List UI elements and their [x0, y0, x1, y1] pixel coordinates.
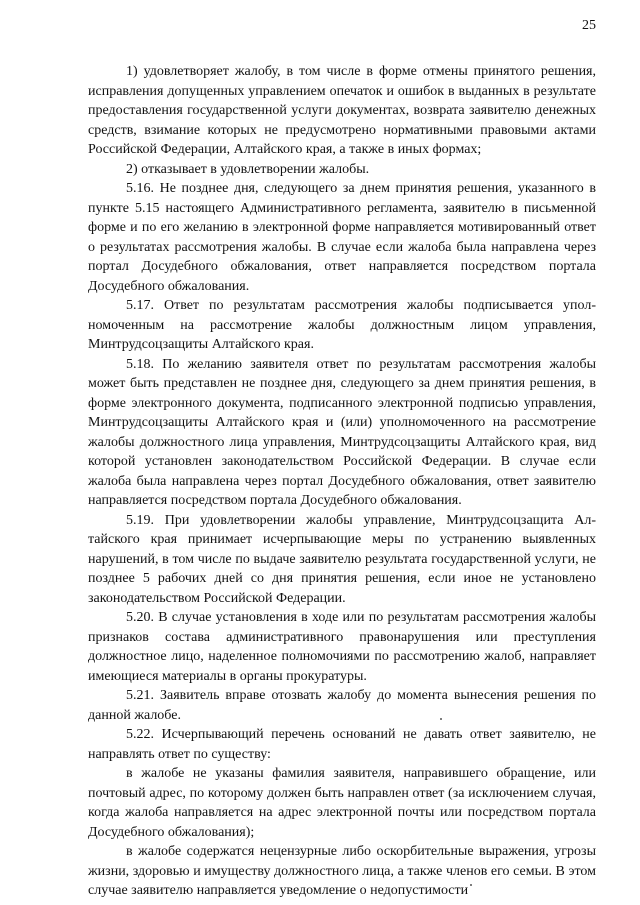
- paragraph-5-16: 5.16. Не позднее дня, следующего за днем принятия решения, указанного в пункте 5.15 настоящего Административного регламента, заявителю в письменной форме и по его желанию в электронной форме направляется мотивированный ответ о результатах рассмотрения жалобы. В случае если жалоба была направлена через портал Досудебного обжалования, ответ направляется посредством портала Досудебного обжалования.: [88, 181, 596, 294]
- paragraph-5-20: 5.20. В случае установления в ходе или по результатам рассмотрения жалобы признаков состава административного правонарушения или преступления должностное лицо, наделенное полномочиями по рассмотрению жалоб, направляет имеющиеся материалы в органы прокуратуры.: [88, 610, 596, 684]
- paragraph-2-refuses-complaint: 2) отказывает в удовлетворении жалобы.: [126, 161, 370, 177]
- paragraph-5-19: 5.19. При удовлетворении жалобы управление, Минтрудсоцзащита Алтайского края принимает исчерпывающие меры по устранению выявленных нарушений, в том числе по выдаче заявителю результата государственной услуги, не позднее 5 рабочих дней со дня принятия решения, если иное не установлено законодательством Российской Федерации.: [88, 512, 596, 606]
- paragraph-5-17: 5.17. Ответ по результатам рассмотрения жалобы подписывается уполномоченным на рассмотрение жалобы должностным лицом управления, Минтрудсоцзащиты Алтайского края.: [88, 298, 596, 352]
- paragraph-5-22-item-obscene: в жалобе содержатся нецензурные либо оскорбительные выражения, угрозы жизни, здоровью и имуществу должностного лица, а также членов его семьи. В этом случае заявителю направляется уведомление о недопустимости: [88, 844, 596, 898]
- scan-speck: [440, 718, 442, 720]
- paragraph-5-22: 5.22. Исчерпывающий перечень оснований не давать ответ заявителю, не направлять ответ по существу:: [88, 727, 596, 762]
- document-body: [88, 62, 596, 901]
- paragraph-5-21: 5.21. Заявитель вправе отозвать жалобу до момента вынесения решения по данной жалобе.: [88, 688, 596, 723]
- paragraph-5-18: 5.18. По желанию заявителя ответ по результатам рассмотрения жалобы может быть представлен не позднее дня, следующего за днем принятия решения, в форме электронного документа, подписанного электронной подписью управления, Минтрудсоцзащиты Алтайского края и (или) уполномоченного на рассмотрение жалобы должностного лица управления, Минтрудсоцзащиты Алтайского края, вид которой установлен законодательством Российской Федерации. В случае если жалоба была направлена через портал Досудебного обжалования, ответ заявителю направляется посредством портала Досудебного обжалования.: [88, 356, 596, 508]
- paragraph-1-satisfies-complaint: 1) удовлетворяет жалобу, в том числе в форме отмены принятого решения, исправления допущенных управлением опечаток и ошибок в выданных в результате предоставления государственной услуги документах, возврата заявителю денежных средств, взимание которых не предусмотрено нормативными правовыми актами Российской Федерации, Алтайского края, а также в иных формах;: [88, 64, 596, 157]
- page-number: 25: [582, 18, 596, 33]
- scan-speck: [470, 884, 472, 886]
- paragraph-5-22-item-no-name: в жалобе не указаны фамилия заявителя, направившего обращение, или почтовый адрес, по которому должен быть направлен ответ (за исключением случая, когда жалоба направляется на адрес электронной почты или посредством портала Досудебного обжалования);: [88, 766, 596, 840]
